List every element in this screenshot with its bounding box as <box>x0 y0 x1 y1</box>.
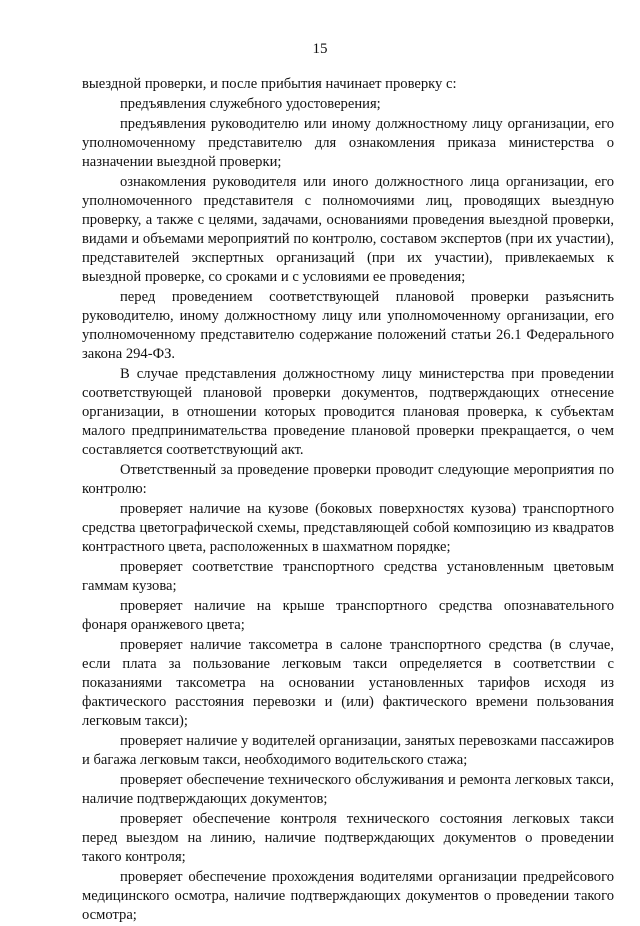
paragraph: ознакомления руководителя или иного должностного лица организации, его уполномоченного представителя с полномочиями лиц, проводящих выездную проверку, а также с целями, задачами, основаниями проведения выездной проверки, видами и объемами мероприятий по контролю, составом экспертов (при их участии), представителей экспертных организаций (при их участии), привлекаемых к выездной проверке, со сроками и с условиями ее проведения; <box>82 174 614 285</box>
paragraph: проверяет наличие таксометра в салоне транспортного средства (в случае, если плата за пользование легковым такси определяется в соответствии с показаниями таксометра на основании установленных тарифов исходя из фактического расстояния перевозки и (или) фактического времени пользования легковым такси); <box>82 637 614 729</box>
paragraph: проверяет обеспечение технического обслуживания и ремонта легковых такси, наличие подтверждающих документов; <box>82 772 614 807</box>
paragraph: перед проведением соответствующей плановой проверки разъяснить руководителю, иному должностному лицу или уполномоченному организации, его уполномоченному представителю содержание положений статьи 26.1 Федерального закона 294-ФЗ. <box>82 289 614 362</box>
paragraph: проверяет обеспечение контроля технического состояния легковых такси перед выездом на линию, наличие подтверждающих документов о проведении такого контроля; <box>82 811 614 865</box>
paragraph: проверяет соответствие транспортного средства установленным цветовым гаммам кузова; <box>82 559 614 594</box>
paragraph: предъявления руководителю или иному должностному лицу организации, его уполномоченному представителю для ознакомления приказа министерства о назначении выездной проверки; <box>82 116 614 170</box>
paragraph: выездной проверки, и после прибытия начинает проверку с: <box>82 76 457 92</box>
paragraph: проверяет наличие у водителей организации, занятых перевозками пассажиров и багажа легковым такси, необходимого водительского стажа; <box>82 733 614 768</box>
paragraph: предъявления служебного удостоверения; <box>120 96 381 112</box>
paragraph: проверяет наличие на кузове (боковых поверхностях кузова) транспортного средства цветографической схемы, представляющей собой композицию из квадратов контрастного цвета, расположенных в шахматном порядке; <box>82 501 614 555</box>
paragraph: Ответственный за проведение проверки проводит следующие мероприятия по контролю: <box>82 462 614 497</box>
paragraph: проверяет наличие на крыше транспортного средства опознавательного фонаря оранжевого цвета; <box>82 598 614 633</box>
document-body <box>82 75 614 926</box>
paragraph: проверяет обеспечение прохождения водителями организации предрейсового медицинского осмотра, наличие подтверждающих документов о проведении такого осмотра; <box>82 869 614 923</box>
paragraph: В случае представления должностному лицу министерства при проведении соответствующей плановой проверки документов, подтверждающих отнесение организации, в отношении которых проводится плановая проверка, к субъектам малого предпринимательства проведение плановой проверки прекращается, о чем составляется соответствующий акт. <box>82 366 614 458</box>
page-number: 15 <box>312 41 328 57</box>
